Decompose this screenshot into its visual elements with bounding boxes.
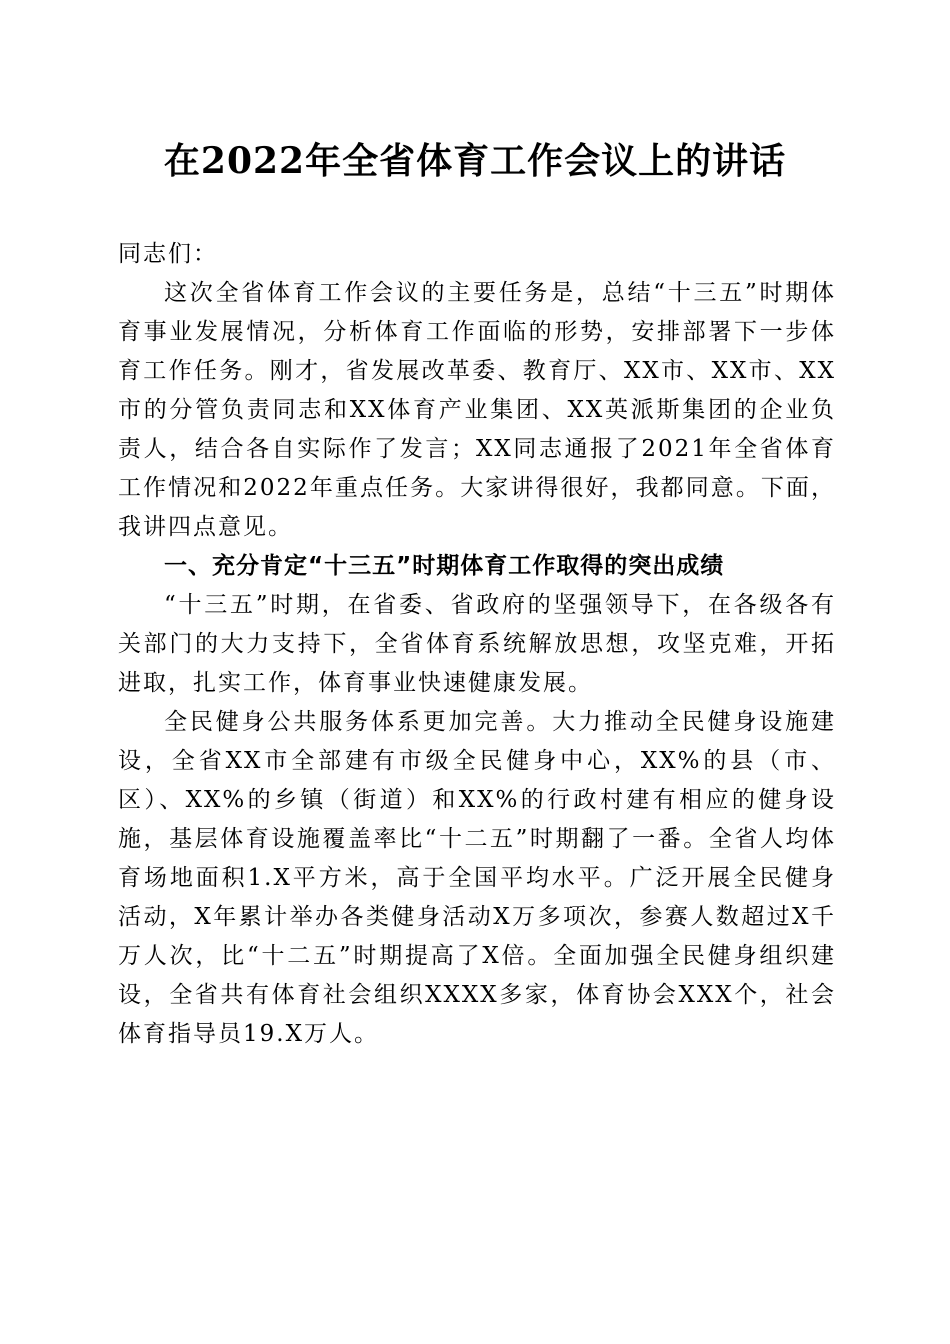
salutation: 同志们： [118,241,218,267]
document-title: 在2022年全省体育工作会议上的讲话 [163,140,787,182]
section-paragraph: 全民健身公共服务体系更加完善。大力推动全民健身设施建设，全省XX市全部建有市级全民健身中心，XX%的县（市、区）、XX%的乡镇（街道）和XX%的行政村建有相应的健身设施，基层体育设施覆盖率比“十二五”时期翻了一番。全省人均体育场地面积1.X平方米，高于全国平均水平。广泛开展全民健身活动，X年累计举办各类健身活动X万多项次，参赛人数超过X千万人次，比“十二五”时期提高了X倍。全面加强全民健身组织建设，全省共有体育社会组织XXXX多家，体育协会XXX个，社会体育指导员19.X万人。 [118,709,836,1047]
section-heading: 一、充分肯定“十三五”时期体育工作取得的突出成绩 [164,553,725,579]
section-paragraph: “十三五”时期，在省委、省政府的坚强领导下，在各级各有关部门的大力支持下，全省体育系统解放思想，攻坚克难，开拓进取，扎实工作，体育事业快速健康发展。 [118,592,836,696]
intro-paragraph: 这次全省体育工作会议的主要任务是，总结“十三五”时期体育事业发展情况，分析体育工作面临的形势，安排部署下一步体育工作任务。刚才，省发展改革委、教育厅、XX市、XX市、XX市的分管负责同志和XX体育产业集团、XX英派斯集团的企业负责人，结合各自实际作了发言；XX同志通报了2021年全省体育工作情况和2022年重点任务。大家讲得很好，我都同意。下面，我讲四点意见。 [118,280,836,540]
document-body [118,235,836,1054]
